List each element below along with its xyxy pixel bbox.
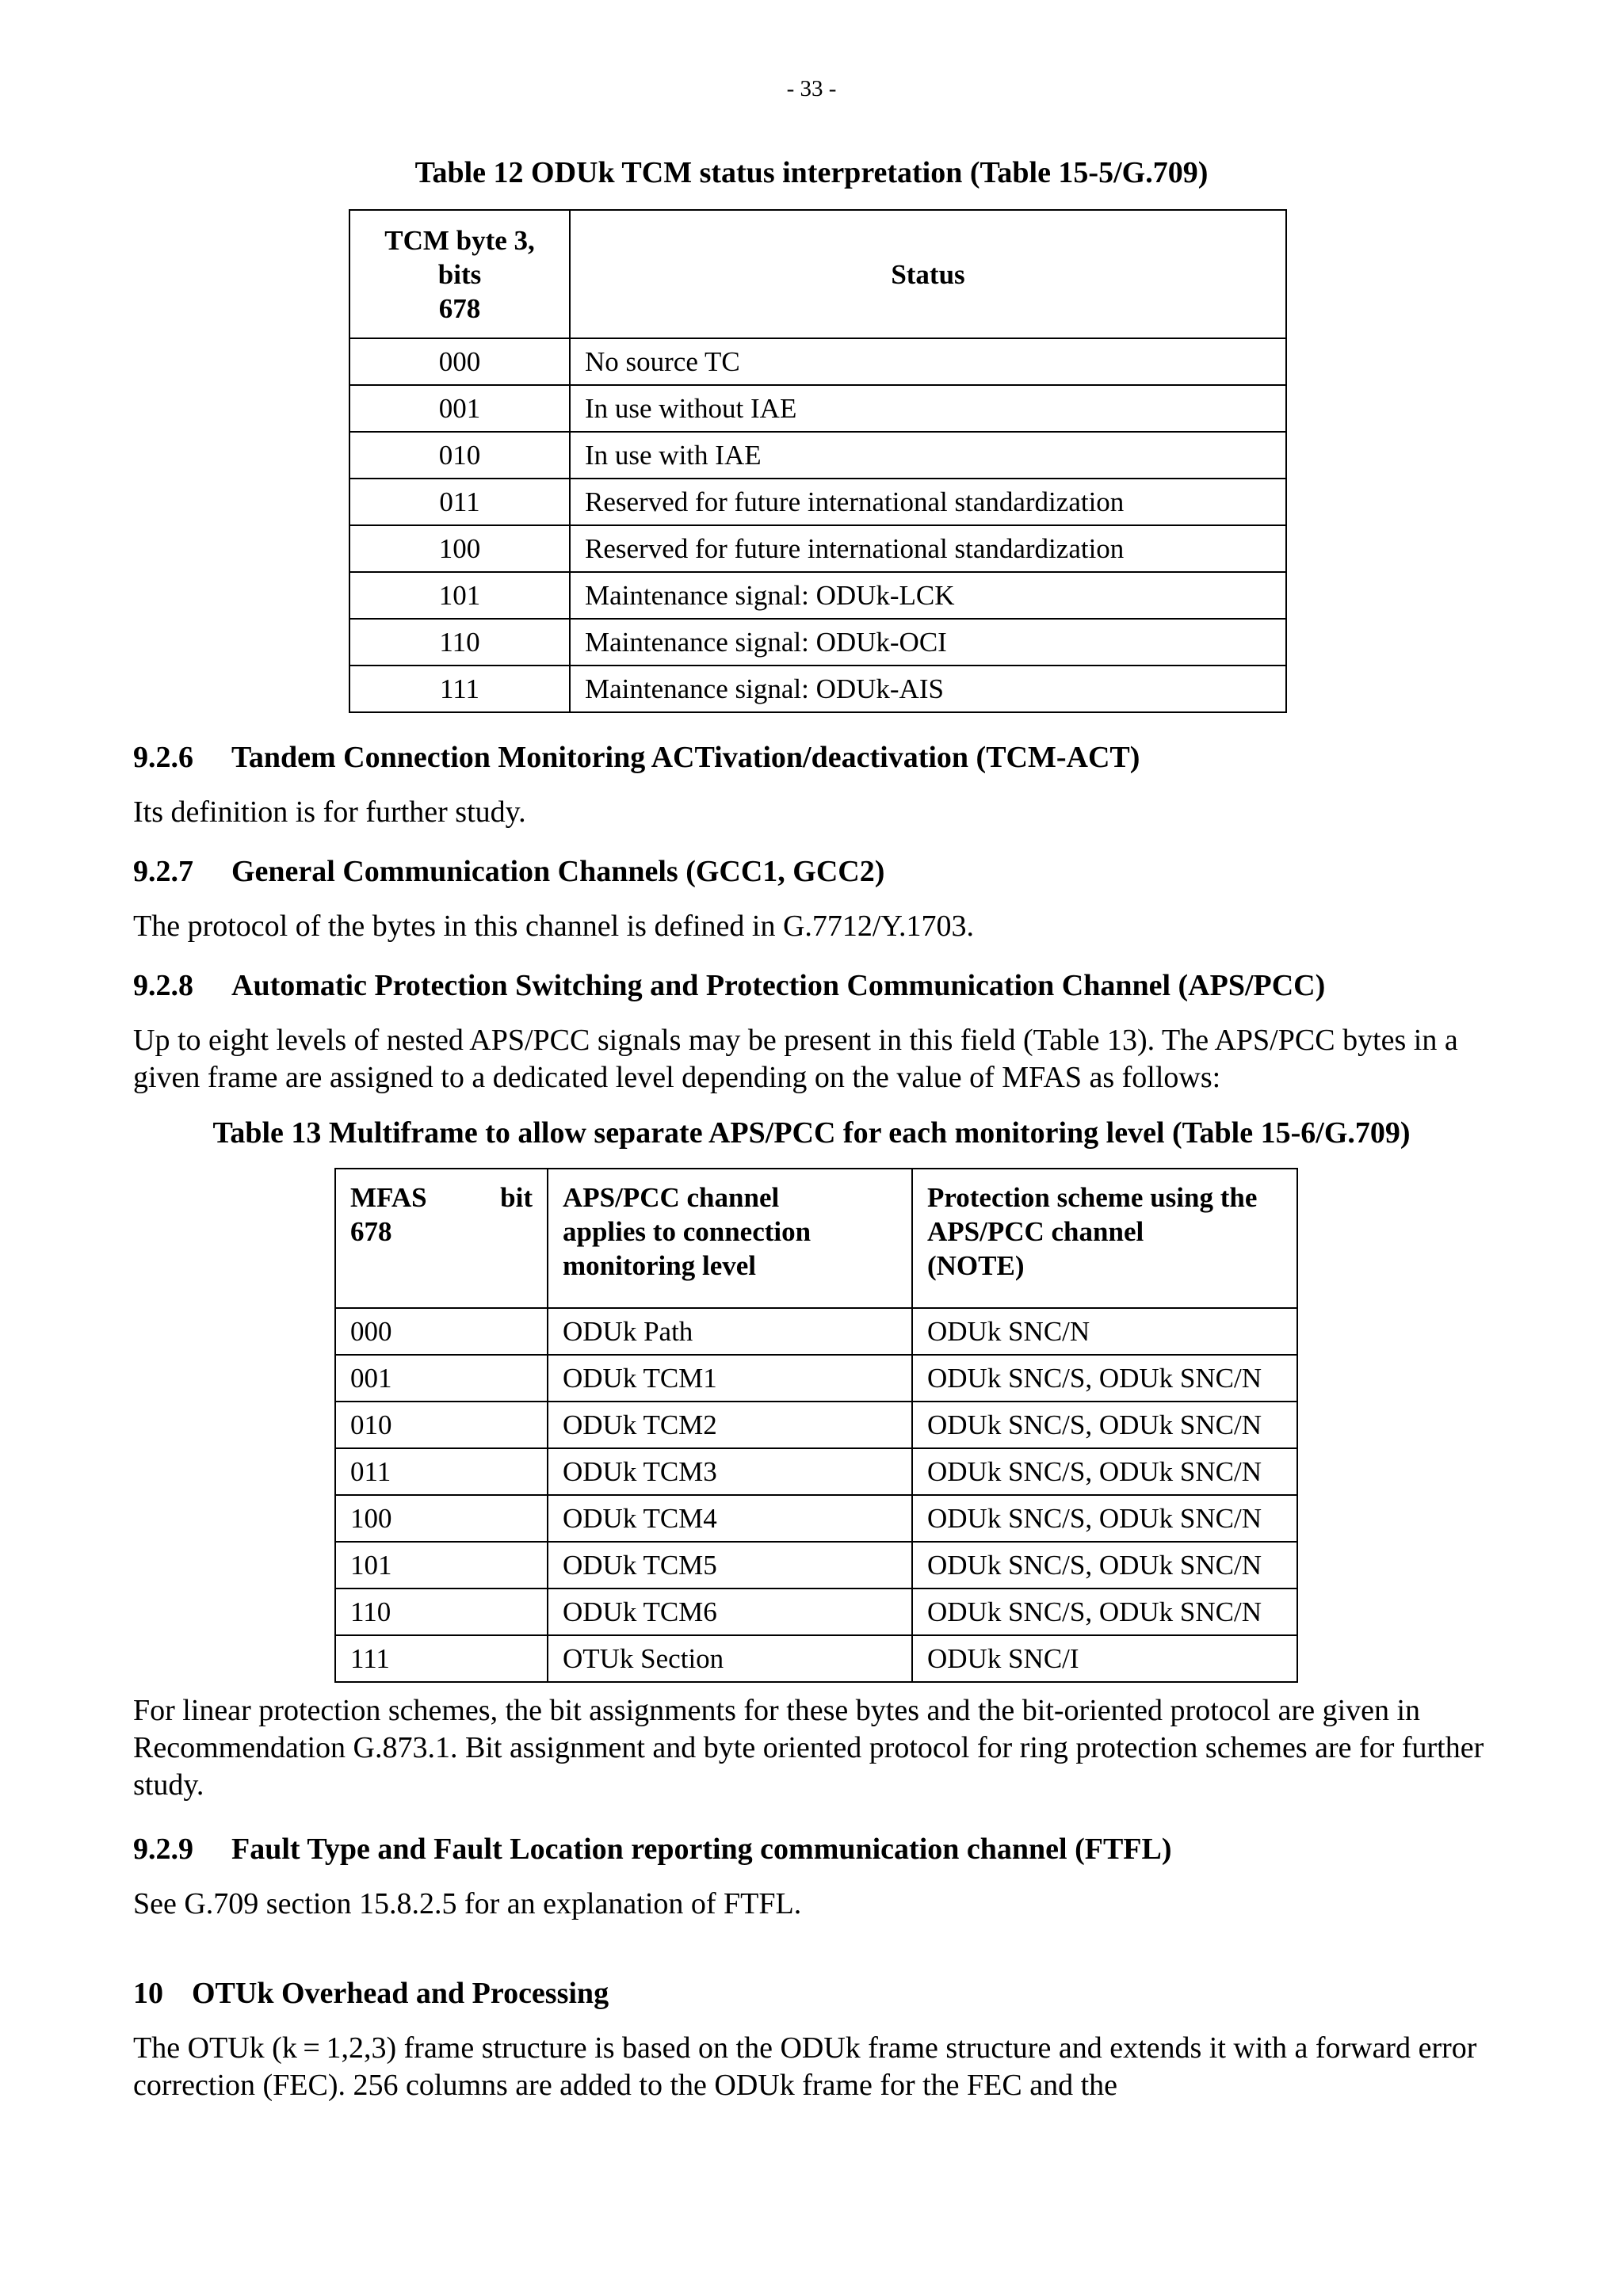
table-row [335, 1402, 1297, 1448]
table13-channel-cell: ODUk TCM6 [548, 1589, 912, 1635]
table13-scheme-cell: ODUk SNC/N [912, 1308, 1297, 1355]
table13-header-bits-label: 678 [350, 1216, 392, 1247]
table13-header-row [335, 1169, 1297, 1308]
table-row [349, 525, 1286, 572]
table13-mfas-cell: 100 [335, 1495, 548, 1542]
table13-channel-cell: ODUk TCM4 [548, 1495, 912, 1542]
table-row [335, 1635, 1297, 1682]
table12-code-cell: 110 [349, 619, 570, 666]
section-number: 9.2.9 [133, 1833, 193, 1866]
table13-header-scheme: Protection scheme using the APS/PCC channel (NOTE) [912, 1169, 1297, 1308]
table-row [349, 338, 1286, 385]
section-9-2-9-heading [133, 1832, 1172, 1867]
table13-mfas-cell: 111 [335, 1635, 548, 1682]
table12-status-cell: Reserved for future international standardization [570, 479, 1286, 525]
section-title: Tandem Connection Monitoring ACTivation/deactivation (TCM-ACT) [231, 741, 1140, 774]
section-number: 9.2.8 [133, 969, 193, 1002]
section-9-2-7-text: The protocol of the bytes in this channel is defined in G.7712/Y.1703. [133, 910, 975, 943]
table12-code-cell: 000 [349, 338, 570, 385]
table13-scheme-cell: ODUk SNC/S, ODUk SNC/N [912, 1402, 1297, 1448]
table12-status-cell: In use with IAE [570, 432, 1286, 479]
table12-header-code: TCM byte 3, bits 678 [349, 210, 570, 338]
table13-mfas-cell: 000 [335, 1308, 548, 1355]
section-10-heading [133, 1976, 609, 2011]
table12-code-cell: 100 [349, 525, 570, 572]
table12-status-cell: Maintenance signal: ODUk-OCI [570, 619, 1286, 666]
table13-mfas-cell: 010 [335, 1402, 548, 1448]
table13-channel-cell: ODUk TCM1 [548, 1355, 912, 1402]
table12-status-cell: Reserved for future international standardization [570, 525, 1286, 572]
page-number: - 33 - [786, 76, 837, 101]
table-row [349, 666, 1286, 712]
table13-mfas-cell: 011 [335, 1448, 548, 1495]
table12-status-cell: Maintenance signal: ODUk-LCK [570, 572, 1286, 619]
section-number: 9.2.6 [133, 741, 193, 774]
table13-channel-cell: ODUk TCM3 [548, 1448, 912, 1495]
table13-channel-cell: ODUk Path [548, 1308, 912, 1355]
table12 [349, 209, 1287, 713]
section-9-2-7-heading [133, 854, 884, 889]
table12-code-cell: 001 [349, 385, 570, 432]
section-10-text: The OTUk (k = 1,2,3) frame structure is based on the ODUk frame structure and extends it with a forward error correction (FEC). 256 columns are added to the ODUk frame for the FEC and the [133, 2031, 1477, 2102]
section-title: Fault Type and Fault Location reporting communication channel (FTFL) [231, 1833, 1172, 1866]
section-9-2-6-heading [133, 740, 1140, 775]
section-9-2-8-text: Up to eight levels of nested APS/PCC signals may be present in this field (Table 13). The APS/PCC bytes in a given frame are assigned to a dedicated level depending on the value of MFAS as follows: [133, 1024, 1458, 1094]
table13-scheme-cell: ODUk SNC/S, ODUk SNC/N [912, 1542, 1297, 1589]
table-row [335, 1308, 1297, 1355]
table-row [349, 479, 1286, 525]
table13-scheme-cell: ODUk SNC/S, ODUk SNC/N [912, 1448, 1297, 1495]
table13-scheme-cell: ODUk SNC/S, ODUk SNC/N [912, 1589, 1297, 1635]
table13-channel-cell: OTUk Section [548, 1635, 912, 1682]
table12-code-cell: 010 [349, 432, 570, 479]
section-title: Automatic Protection Switching and Protection Communication Channel (APS/PCC) [231, 969, 1326, 1002]
section-number: 9.2.7 [133, 855, 193, 888]
table-row [335, 1589, 1297, 1635]
table12-header-row [349, 210, 1286, 338]
linear-protection-text: For linear protection schemes, the bit assignments for these bytes and the bit-oriented protocol are given in Recommendation G.873.1. Bit assignment and byte oriented protocol for ring protection schemes are for further study. [133, 1694, 1484, 1802]
table13-mfas-cell: 001 [335, 1355, 548, 1402]
table12-header-status: Status [570, 210, 1286, 338]
table12-status-cell: Maintenance signal: ODUk-AIS [570, 666, 1286, 712]
table12-code-cell: 101 [349, 572, 570, 619]
table13-scheme-cell: ODUk SNC/S, ODUk SNC/N [912, 1355, 1297, 1402]
table13-mfas-cell: 101 [335, 1542, 548, 1589]
table-row [349, 432, 1286, 479]
table13-mfas-cell: 110 [335, 1589, 548, 1635]
table-row [335, 1495, 1297, 1542]
table12-code-cell: 111 [349, 666, 570, 712]
table13-header-channel: APS/PCC channel applies to connection monitoring level [548, 1169, 912, 1308]
table13-scheme-cell: ODUk SNC/I [912, 1635, 1297, 1682]
table13-channel-cell: ODUk TCM2 [548, 1402, 912, 1448]
table12-status-cell: In use without IAE [570, 385, 1286, 432]
table12-caption: Table 12 ODUk TCM status interpretation (Table 15-5/G.709) [414, 156, 1209, 189]
table13-header-mfas-label: MFAS [350, 1182, 427, 1213]
table-row [349, 619, 1286, 666]
section-number: 10 [133, 1977, 163, 2010]
table-row [349, 572, 1286, 619]
section-9-2-6-text: Its definition is for further study. [133, 795, 526, 829]
table-row [335, 1448, 1297, 1495]
table13-header-mfas [335, 1169, 548, 1308]
table13-header-bit-label: bit [500, 1182, 533, 1213]
table-row [349, 385, 1286, 432]
table12-status-cell: No source TC [570, 338, 1286, 385]
table13-scheme-cell: ODUk SNC/S, ODUk SNC/N [912, 1495, 1297, 1542]
section-9-2-8-heading [133, 968, 1325, 1003]
table13-caption: Table 13 Multiframe to allow separate APS/PCC for each monitoring level (Table 15-6/G.709) [212, 1116, 1411, 1150]
section-title: General Communication Channels (GCC1, GCC2) [231, 855, 885, 888]
table12-code-cell: 011 [349, 479, 570, 525]
table13 [334, 1168, 1298, 1683]
table-row [335, 1542, 1297, 1589]
table13-channel-cell: ODUk TCM5 [548, 1542, 912, 1589]
section-9-2-9-text: See G.709 section 15.8.2.5 for an explanation of FTFL. [133, 1887, 802, 1920]
table-row [335, 1355, 1297, 1402]
section-title: OTUk Overhead and Processing [192, 1977, 609, 2010]
